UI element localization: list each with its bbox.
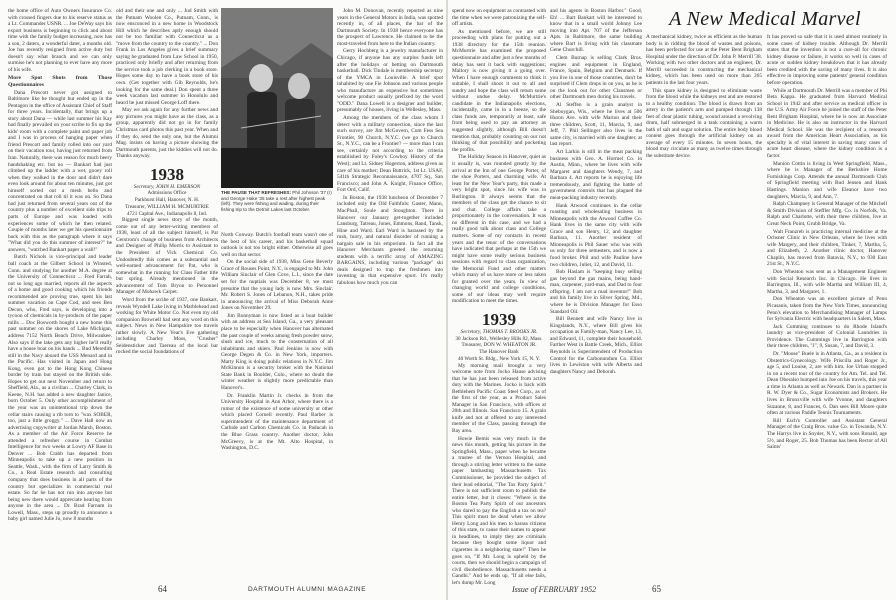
paragraph: Bill Esch's Controller and Assistant General Manager of the Craig Bros. value Co. in Towanda, N.Y. The Harrys live in Snyder, N.Y., with sons Ronald, age 5½, and Roger, 25. Bob Thomas has been Rector of All Saints' (767, 417, 887, 451)
paragraph: Jack Cumming continues to do Rhode Island's laundry as vice-president of Colonial Laundries in Providence. The Cummings live in Barrington with their three children, "J", 9, Susan, 7, and David, 3. (767, 323, 887, 350)
class-officer-line: Admissions Office (147, 190, 187, 197)
paragraph: Don Wheaton was sent as a Management Engineer with Social Research Inc. in Chicago. He lives in Barrington, Ill., with wife Martha and William III, 4, Martha, 3, and Margaret, 1. (767, 269, 887, 295)
photo-caption (221, 190, 333, 212)
paragraph: Jim Bonnyman is now listed as a boat builder with an address at Sea Island, Ga., a very pleasant place to be especially when Hanover has alternated the past couple of weeks among fresh powder snow, slush and ice, much to the consternation of all inhabitants and skiers. Paul Jenkins is now with George Degen & Co. in New York, importers. Marty King is doing public relations in N.Y.C. Jim McKinnon is a security broker with the National State Bank in Boulder, Colo., where no doubt the winter weather is slightly more predictable than Hanover's. (221, 312, 333, 391)
paragraph: My morning mail brought a very welcome note from Jocko Hause advising that he has just been released from active duty with the Marines. Jocko is back with Bethlehem Pacific Coast Steel Corp., as of the first of the year, as a Product Sales Manager in San Francisco, with offices at 20th and Illinois. San Francisco 15. A grain knife and not at offered to any interested member of the Class, passing through the Bay area. (452, 362, 546, 434)
paragraph: Among the members of the class whom I detect with a military connection, since the last such survey, are Jim McGovern, Com Fess Sea Frontier, 90 Church, N.Y.C. (we go to Church St., N.Y.C., can be a Frontier? — more than I can see, certainly not according to the criteria established by Foley's Cowboy History of the West); and Lt. Sidney Hogerton, address given as care of his mother; Dean Buttrick, 1st Lt. USAF, 541th Strategic Reconnaissance, 4707 Sq., San Francisco; and John A. Knight, Finance Office, Fort Ord, Calif. (337, 115, 443, 194)
page-gutter (446, 0, 448, 600)
left-page-column-3 (221, 232, 333, 588)
paragraph: While at Dartmouth Dr. Merrill was a member of Phi Beta Kappa. He graduated from Harvard Medical School in 1942 and after service as medical officer in the U.S. Army Air Force he joined the staff of the Peter Bent Brigham Hospital, where he is now an Associate in Medicine. He is also an instructor in the Harvard Medical School. He was the recipient of a research award from the American Heart Association, as his specialty is of vital interest in saving many cases of acute heart disease, where the kidney condition is a factor. (767, 87, 887, 160)
paragraph: Ralph Champney is General Manager of the Mitchell & Smith Division of Steffler Mfg. Co. in Norfolk, Va. Ralph and Charlotte, with their three children, live at Great Neck Point, Grubb Bridge, Va. (767, 201, 887, 227)
paragraph: Dr. Franklin Martin Jr. checks in from the University Hospital in Ann Arbor, where there is a rumor of the existence of some university or other which placed Cornell recently. Paul Barber is superintendent of the maintenance department of Carbide and Carbon Chemicals Co. in Paducah in the Blue Grass country. Another doctor, John McGreevy, is at the Mt. Alto Hospital, in Washington, D.C. (221, 392, 333, 452)
paragraph: Butch Nichols is vice-principal and leader ball coach at the Gilbert School in Winsted, Conn. and studying for another M.A. degree at the University of Connecticut ... Fred Farrah, not so long ago married, reports all the aspects of a home and good cooking which his friends recommended are proving true, spent his last summer vacation on Cape Cod, and sees Ben Decon, who, Fred says, is developing into a tycoon of chemicals in by-products of the paper mills ... Doc Bosworth bought a new home this past summer on the shores of Lake Michigan, address 7152 North Beach Drive, Milwaukee. Also says if the lake gets any higher he'll really have a house boat on his hands ... Bud Meredith still in the Navy aboard the USS Menard and in the Pacific. Has visited in Japan and Hong Kong, even got to the Hong Kong Chinese border by train but stayed on the British side. Hopes to get out next November and return to Sheffield, Ala., as a civilian ... Charley Clark, in Keene, N.H. has added a new daughter Janice, born October 5. Only other accomplishment of the year was an unintentional trip down the cellar stairs causing a rib torn to "wax SOBER, too, just a little groggy." ... Dave Hall now an advertising copywriter at Jordan Marsh, Boston. As a member of the Air Force Reserve he attended a refresher course in Combat Intelligence for two weeks at Lowry AF Base in Denver ... Bob Crabb has departed from Minneapolis to take up a new position in Seattle, Wash., with the firm of Larry Smith & Co., a Real Estate research and consulting company that does business in all parts of the country but specializes in commercial real estate. So far he has not run into anyone but being new there would appreciate hearing from anyone in the area ... Dr. Brad Farnum in Lowell, Mass., steps up proudly to announce a baby girl named Julie Jo, now 8 months (8, 254, 112, 523)
paragraph: This spare kidney is designed to eliminate waste from the blood while the kidneys rest and are restored to a healthy condition. The blood is drawn from an artery in the patient's arm and pumped through 138 feet of clear plastic tubing, wound around a revolving drum, half submerged in a tank containing a warm bath of salt and sugar solution. The entire body blood content goes through the artificial kidney on an average of every 15 minutes. In seven hours, the blood may circulate as many as twelve times through the substitute device. (646, 87, 762, 160)
left-page-column-4 (337, 8, 443, 588)
class-year-heading: 1939 (482, 309, 516, 329)
paragraph: As mentioned before, we are still proceeding with plans for putting out a 1938 directory for the 15th reunion. McMurtrie has examined the proposed questionnaire and after just a few months of delay has sent it back with suggestions; Mallory is now giving it a going over. When I have enough comments to think it suitable, I shall shoot it out to all and sundry and hope the class will return some without undue delay. McMurtrie's candidate in the Indianapolis elections, incidentally, came in in a breeze, so the class funds are, temporarily at least, safe from being used to pay an attorney as suggested slightly, although Bill doesn't mention that, probably counting on our not thinking of that possibility and pocketing the profits. (452, 28, 546, 153)
paragraph: old and their one and only ... Jud Smith with the Putnam Woolen Co., Putnam, Conn., is now ensconced in a new home in Woodstock Hill which he describes aptly enough should not be too familiar with Connecticut as a "move from the country to the country." ... Don Frank in Los Angeles gives a brief summary saying he graduated from Law School in 1950, practiced only briefly and after returning from the service took a job clerking in a book store. Hopes some day to have a book store of his own. (Get together with Gib Reynolds, he's looking for the same deal.) Don spent a three week vacation last summer in Honolulu and heard he just missed George Loff there. (116, 8, 218, 106)
paragraph: It has proved so safe that it is used almost routinely in some cases of kidney trouble. Although Dr. Merrill states that the invention is not a cure-all for chronic kidney disease or failure, it works so well in cases of acute or sudden kidney breakdown that it has already been credited with the saving of many lives. It is also effective in improving some patients' general condition before operation. (767, 34, 887, 86)
paragraph: A mechanical kidney, twice as efficient as the human body is in ridding the blood of wastes and poisons, has been perfected for use at the Peter Bent Brigham Hospital under the direction of Dr. John P. Merrill '38. Working with two other doctors and an engineer, Dr. Merrill succeeded in constructing the mechanical kidney, which has been used on more than 265 patients in the last four years. (646, 34, 762, 86)
paragraph: In Boston, the 1938 luncheon of December 7 included only the Old Faithfuls: Gaster, Mann, MacPhail, Soule and Stoughton. There in Hanover our January get-together included Lansburg, Tatreau, Jones, Emmons, Rand, Tansk, Hine and Ward. Earl Ward is harassed by the rush, hurry, and natural disorder of running a bargain sale in his emporium. In fact all the Hanover Merchants greeted the returning students with a terrific array of AMAZING BARGAINS, including various "package" ski deals designed to trap the freshmen into investing in that expensive sport. It's really fabulous how much you can (337, 194, 443, 286)
paragraph: Manion Cottin is living in West Springfield, Mass., where he is Manager of the Berkshire Home Furnishings Corp. Attends the annual Dartmouth Club of Springfield meeting with Bud Jensen and Hank Hastings. Manion and wife Eleanor have two daughters, Marcia, 9, and Ann, 7. (767, 160, 887, 200)
class-officer-line: 30 Jackson Rd., Wellesley Hills 82, Mass. (455, 335, 543, 342)
paragraph: spend now on equipment as contrasted with the time when we were patronizing the self-off artists. (452, 8, 546, 28)
caption-lead: THE PAUSE THAT REFRESHES: (221, 190, 292, 195)
right-page-column-3 (646, 34, 762, 588)
paragraph: Gerry Hochberg is a jewelry manufacturer in Chicago, if anyone has any surplus funds left after the holidays or betting on Dartmouth basketball. Dick Tindale is membership secretary of the YMCA in Louisville. A brief spot inhabited by one Fie Johnson and various people who manufacture an expensive but sometimes welcome product usually prefixed by the word "ODD." Dana Lowell is a designer and builder, presumably of houses, living in Wellesley, Mass. (337, 48, 443, 114)
paragraph: and his agents in Boston Harbor." Good, Eh! ... Bart Bankart will be interested to know that in a small world Johnny Lee moving into Apt. 707 of the Jefferson Apts. in Baltimore, the same building where Bart is living with his classmate Gene Churchill. (550, 8, 642, 54)
class-officer-line: Treasurer, DON W. WHEATON JR. (461, 342, 537, 349)
caption-text: Phil Johnson '37 (r) and George Hake '35 take a rest after highest peak (left). They were fishing and wading, during their fishing trip to the Detroit Lakes last October. (221, 190, 332, 212)
class-officer-line: Treasurer, WILLIAM H. MCMURTRIE (125, 203, 209, 210)
paragraph: Bob Haslam is "keeping busy selling gas beyond the gas mains, being hand-man, carpenter, yard-man, and Dad to four offspring. I am not a mad inventor!" Bob and his family live in Silver Spring, Md., where he is Division Manager for Esso Standard Oil. (550, 269, 642, 315)
paragraph: Howie Bemis was very much in the news this month, getting his picture in the Springfield, Mass., paper when he became a trustee of the Vernon Hospital, and through a stirring letter written to the same paper lambasting Massachusetts Tax Commissioner, he provided the subject of their lead editorial, "The Tax Party Spirit." There is not sufficient room to publish the entire letter, but it closes: "Where is the Boston Tea Party Spirit of our ancestors who dared to pay the English a tax on tea? This spirit must be dead when we allow Henry Long and his men to harass citizens of this state, to cause their names to appear in headlines, to imply they are criminals because they bought some liquor and cigarettes in a neighboring state!" Then he goes on, "If Mr. Long is upheld by the courts, then we should begin a campaign of civil disobedience. Massachusetts needs a Gandhi." And he ends up, "If all else fails, let's dump Mr. Long (452, 435, 546, 586)
right-page-column-2 (550, 8, 642, 588)
class-officer-line: The Hanover Bank (479, 349, 519, 356)
right-page-column-4 (767, 34, 887, 588)
paragraph: Clem Burnap is selling Clark Bros. engines and equipment in England, France, Spain, Belgium and Denmark. If you live in one of those countries, don't be surprised if Clem drops in on you, as he is on the look out for other Clansmen or other Dartmouth men during his travels. (550, 55, 642, 101)
paragraph: Dana Prescott never got assigned to Baltimore like he thought but ended up in the Pentagon in the office of Assistant Chief of Staff for three years. Incidentally, that brings up a story about Dana — while last summer his Kay had finally prevailed on your scribe to fix up the kids' room with a complete paint and paper job and I was in process of hanging paper when friend Prescott and family rolled into our yard on their vacation tour, having just returned from Iran. Naturally, there was reason for much beery handshaking etc. but no — Bankart had just climbed up the ladder with a wet, gooey roll when they walked in the door and didn't dare even look around for about ten minutes, just got himself sorted out a mesh hello and concentrated on that roll til it was on. So Dana had just returned from several years out of the country plus a number of excellent side trips to parts of Europe and was loaded with experiences some of which he then related. Couple of months later we get his questionnaire back with this as the paragraph where it says "What did you do this summer of interest?" he answers, "watched Bankart paper a wall!" (8, 89, 112, 253)
class-officer-line: 4721 Capital Ave., Indianapolis 8, Ind. (126, 210, 208, 217)
class-year-heading: 1938 (150, 164, 184, 184)
class-officer-line: 40 Worth St. Bldg., New York 15, N. Y. (457, 355, 541, 362)
issue-label: Issue of FEBRUARY 1952 (512, 585, 597, 594)
paragraph: North Conway. Butch's football team wasn't one of the best of his career, and his basketball squad outlook is not too bright either. Otherwise all goes well on that sector. (221, 232, 333, 258)
magazine-name: DARTMOUTH ALUMNI MAGAZINE (248, 586, 367, 593)
paragraph: Dr. "Moose" Buele is in Atlanta, Ga., as a resident in Obstetrics-Gynecology. Wife Priscilla and Roger Jr., age 5, and Louise, 2, are with him. Joe Urban stopped in on a recent tour of the country for Am. Tel. and Tel. Dean Oberalso bumped into Joe on his travels, this year a time in Atlanta as well as Newark. Dan is a partner in R. W. Dyer & Co., Sugar Economists and Brokers. He lives in Bronxville with wife Yvonne, and daughters Suzanne, 8, and Frances, 6. Dan sees Bill Moore quite often at various Paddle Tennis Tournaments. (767, 351, 887, 417)
paragraph: The Holiday Season in Hanover, quiet as it usually is, was rounded greatly by the arrival at the Inn of one George Porter, of the shoe Porters, and charming wife. At least for the New Year's party, this made a very bright spot, since his wife was in Burlington. It always seems that the members of the class get the chance to sit and chat. College affairs take a proportionately in the conversation. It was no different in this case, and we had a really good talk about class and College matters. Some of my contacts in recent years and the tenor of the conversations have indicated that perhaps at the 15th we might have some really serious business sessions with regard to class organization, the Memorial Fund and other matters which many of us have more or less taken for granted over the years. In view of changing world and college conditions, some of our ideas may well require modification to meet the times. (452, 154, 546, 305)
class-officer-line: Secretary, THOMAS T. BROOKS JR. (460, 328, 538, 335)
paragraph: Bill Bennett and wife Nancy live in Kingslands, N.Y., where Bill gives his occupation as Family-man, Nancy Lee, 13, and Edward, 11, complete their household. Farther West in Battle Creek, Mich., Elliot Reynolds is Superintendent of Production Control for the Carbonundum Co. Elliot lives in Lewiston with wife Alberta and daughters Nancy and Deborah. (550, 316, 642, 375)
paragraph: Walt Franzreb is practicing internal medicine at the Ochsner Clinic in New Orleans, where he lives with wife Margery, and their children, Tinker, 7, Martha, 5, and Elizabeth, 2. Another clinic doctor, Hanover Chaplin, has moved from Batavia, N.Y., to 930 East 21st St., N.Y.C. (767, 228, 887, 268)
left-page-column-2 (116, 8, 218, 588)
paragraph: Word from the scribe of 1937, one Bankart, reveals Wyndell Lake living in Marblehead and working for White Motor Co. Not even my old companion Brownell had sent any word on this subject. News in New Hampshire too travels rather slowly. A New Year's Eve gathering including Charley Moss, "Crusher" Seidensticker and Taereau of the local bar rocked the social foundations of (116, 297, 218, 356)
right-page-column-1 (452, 8, 546, 588)
paragraph: John M. Donovan, recently reported as nine years in the General Motors in India, was spotted recently in, of all places, the bar of the Dartmouth Society. In 1938 hence everyone has the prospect of Lawrence. He claimed to be the most-traveled from here to the Indian country. (337, 8, 443, 47)
paragraph: Hank Atwood continues in the cellar roasting and wholesaling business in Minneapolis with the Atwood Coffee Co. Hank lives in the same city with wife Grace and son Henry, 12, and daughter Barbara, 11. Another resident of Minneapolis is Phil Sauer who was with us only for three semesters, and is now a food broker. Phil and wife Pauline have two children, Juliet, 12, and David, 11. (550, 202, 642, 268)
article-title: A New Medical Marvel (669, 8, 861, 30)
left-page-number: 64 (158, 584, 167, 594)
class-officer-line: Secretary, JOHN H. EMERSON (133, 183, 201, 190)
photo-image (221, 8, 333, 188)
paragraph: On the social side of 1938, Miss Gene Beverly Grace of Rouses Point, N.Y., is engaged to Mr. John William Sinclair of Glen Cove, L.I., since the date set for the nuptials was December 8, we must presume that the young lady is now Mrs. Sinclair. Mr. Robert S. Jones of Lebanon, N.H., takes pride in announcing the arrival of Miss Deborah Anne Jones on November 29. (221, 259, 333, 312)
paragraph: Don Wheaton was an excellent picture of Penn Picasanis, taken from the New York Times, announcing Penn's elevation to Merchandising Manager of Lamps for Sylvania Electric with headquarters in Salem, Mass. (767, 296, 887, 323)
paragraph: Art Larkin is still in the meat packing business with Geo. A. Hormel Co. in Austin, Minn., where he lives with wife Margaret and daughters Wendy, 7, and Barbara 4. Art reports he is enjoying life tremendously, and fighting the battle of government controls that has plagued the meat-packing industry recently. (550, 149, 642, 201)
section-subhead: More Spot Shots from Those Questionnaires (8, 75, 112, 89)
paragraph: Al Steffen is a grain analyst in Sheboygan, Wis., where he lives at 506 Huron Ave. with wife Marion and their three children, Scott, 11, Marcia, 9, and Jeff, 7. Phil Sellinger also lives in the same city, is married with one daughter, at last report. (550, 102, 642, 148)
photo-fishing-trip (221, 8, 333, 188)
left-page-column-1 (8, 8, 112, 588)
paragraph: May we ask again for any further news and any pictures you might have as the class, as a group, apparently did not go in for family Christmas card photos this past year. When and if they do, send the only one, but the Alumni Mag. insists on having a picture showing the Dartmouth parents, just the kiddies will not do. Thanks anyway. (116, 107, 218, 160)
paragraph: the home office of Auto Owners Insurance Co. with crossed fingers due to his reserve status as a Lt. Commander USNR. ... Joe DeWay says his export business is beginning to click and about time with the family budget increasing, now has a son, 2 daters, a wonderful dater, a months old. Joe has recently resigned from active duty but doesn't say what branch and we can only surmise he's not planning to ever have any more of his wife. (8, 8, 112, 73)
class-officer-line: Parkhurst Hall, Hanover, N. H. (134, 197, 200, 204)
paragraph: Biggest single news story of the month, come out of any letter-writing members of 1938, least of all the subject himself, is Pat Gerstrom's change of business from Architects and Designer of Philip Morris to Assistant to the President of Vick Chemical Co. Undoubtedly this comes as a substantial and well-earned advancement for Pat, who is somewhat in the running for Class Father title but spring. Already mentioned in the advancement of Tom Bryon to Personnel Manager of Mohawk Carpet. (116, 217, 218, 296)
right-page-number: 65 (652, 584, 661, 594)
